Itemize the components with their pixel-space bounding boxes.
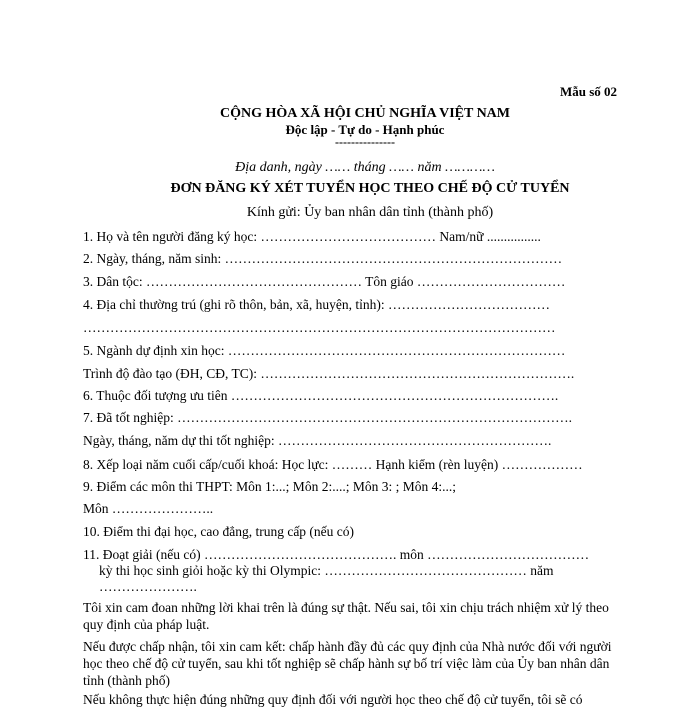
field-permanent-address: 4. Địa chỉ thường trú (ghi rõ thôn, bản, xã, huyện, tỉnh): ……………………………… <box>83 297 551 312</box>
commitment-paragraph: Nếu được chấp nhận, tôi xin cam kết: chấp hành đầy đủ các quy định của Nhà nước đối với người học theo chế độ cử tuyển, sau khi tốt nghiệp sẽ chấp hành sự bố trí việc làm của Ủy ban nhân dân tỉnh (thành phố) <box>83 639 612 688</box>
header-separator: --------------- <box>335 135 395 149</box>
national-motto: Độc lập - Tự do - Hạnh phúc <box>285 122 445 137</box>
addressee-line: Kính gửi: Ủy ban nhân dân tỉnh (thành phố) <box>246 205 494 220</box>
field-graduation-exam-date: Ngày, tháng, năm dự thi tốt nghiệp: ……………………………………………………. <box>83 433 552 448</box>
field-full-name: 1. Họ và tên người đăng ký học: ………………………………… Nam/nữ ................ <box>83 229 541 244</box>
field-awards-competition: kỳ thi học sinh giỏi hoặc kỳ thi Olympic: ……………………………………… năm <box>99 563 554 578</box>
noncompliance-paragraph: Nếu không thực hiện đúng những quy định đối với người học theo chế độ cử tuyển, tôi sẽ có <box>83 692 583 707</box>
declaration-paragraph: Tôi xin cam đoan những lời khai trên là đúng sự thật. Nếu sai, tôi xin chịu trách nhiệm xử lý theo quy định của pháp luật. <box>83 600 609 632</box>
field-permanent-address-continued: …………………………………………………………………………………………… <box>83 320 556 335</box>
field-training-level: Trình độ đào tạo (ĐH, CĐ, TC): ……………………………………………………………. <box>83 366 575 381</box>
field-ethnicity-religion: 3. Dân tộc: ………………………………………… Tôn giáo …………………………… <box>83 274 566 289</box>
field-awards: 11. Đoạt giải (nếu có) ……………………………………. môn ……………………………… <box>83 547 590 562</box>
field-intended-major: 5. Ngành dự định xin học: ………………………………………………………………… <box>83 343 566 358</box>
field-priority-group: 6. Thuộc đối tượng ưu tiên ………………………………………………………………. <box>83 388 559 403</box>
national-header <box>0 106 700 147</box>
field-graduated: 7. Đã tốt nghiệp: ……………………………………………………………………………. <box>83 410 572 425</box>
field-date-of-birth: 2. Ngày, tháng, năm sinh: ………………………………………………………………… <box>83 251 563 266</box>
field-final-year-rating: 8. Xếp loại năm cuối cấp/cuối khoá: Học lực: ……… Hạnh kiểm (rèn luyện) ……………… <box>83 457 583 472</box>
place-date-line: Địa danh, ngày …… tháng …… năm ………… <box>235 160 495 175</box>
country-name: CỘNG HÒA XÃ HỘI CHỦ NGHĨA VIỆT NAM <box>219 106 510 121</box>
field-awards-continued: …………………. <box>99 579 197 594</box>
field-entrance-exam-scores: 10. Điểm thi đại học, cao đẳng, trung cấp (nếu có) <box>83 524 355 539</box>
form-title: ĐƠN ĐĂNG KÝ XÉT TUYỂN HỌC THEO CHẾ ĐỘ CỬ TUYỂN <box>170 181 570 196</box>
field-exam-scores-continued: Môn ………………….. <box>83 501 214 516</box>
field-exam-scores: 9. Điểm các môn thi THPT: Môn 1:...; Môn 2:....; Môn 3: ; Môn 4:...; <box>83 479 456 494</box>
form-number: Mẫu số 02 <box>559 84 617 99</box>
